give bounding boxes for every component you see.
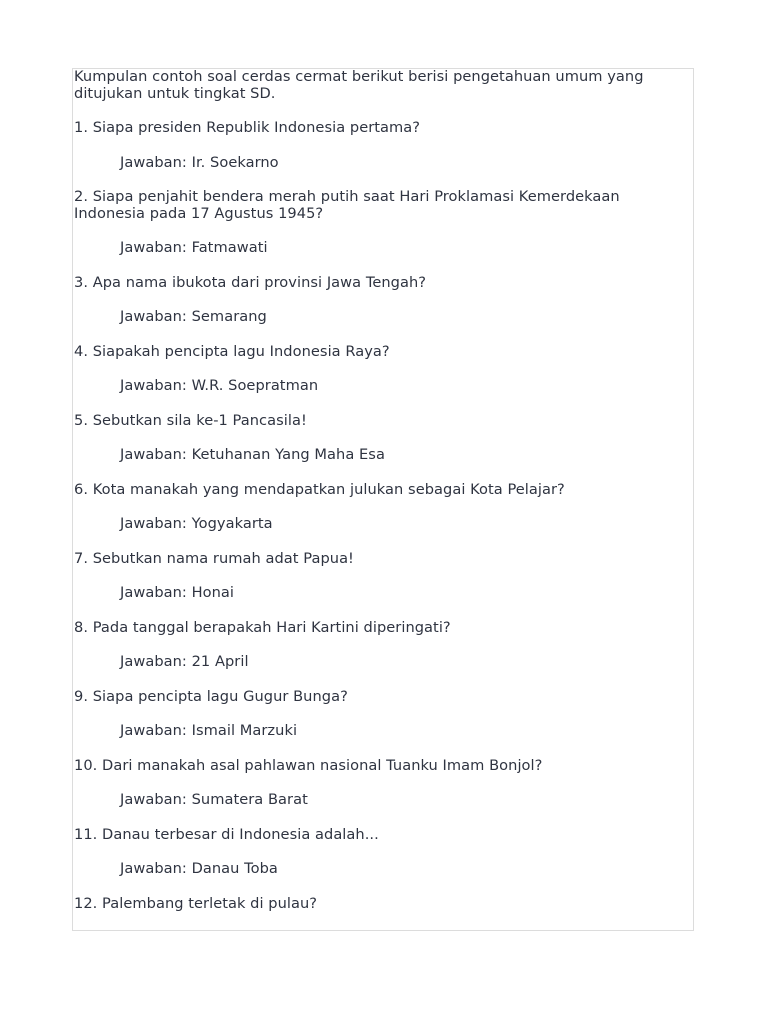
qa-item-10 — [74, 758, 692, 809]
answer-7: Jawaban: Honai — [120, 584, 234, 601]
question-9: 9. Siapa pencipta lagu Gugur Bunga? — [74, 687, 348, 705]
intro-paragraph: Kumpulan contoh soal cerdas cermat berikut berisi pengetahuan umum yang ditujukan untuk tingkat SD. — [74, 68, 644, 102]
qa-item-12 — [74, 896, 692, 913]
question-5: 5. Sebutkan sila ke-1 Pancasila! — [74, 411, 307, 429]
question-12: 12. Palembang terletak di pulau? — [74, 894, 318, 912]
question-11: 11. Danau terbesar di Indonesia adalah... — [74, 825, 379, 843]
qa-item-3 — [74, 275, 692, 326]
answer-2: Jawaban: Fatmawati — [120, 239, 268, 256]
qa-item-1 — [74, 120, 692, 171]
question-8: 8. Pada tanggal berapakah Hari Kartini diperingati? — [74, 618, 451, 636]
answer-1: Jawaban: Ir. Soekarno — [120, 153, 279, 171]
document-page — [72, 68, 694, 931]
qa-item-11 — [74, 827, 692, 878]
question-6: 6. Kota manakah yang mendapatkan julukan sebagai Kota Pelajar? — [74, 480, 565, 498]
answer-3: Jawaban: Semarang — [120, 308, 267, 325]
answer-4: Jawaban: W.R. Soepratman — [120, 377, 319, 394]
qa-item-7 — [74, 551, 692, 602]
qa-item-2 — [74, 189, 692, 257]
qa-item-6 — [74, 482, 692, 533]
question-10: 10. Dari manakah asal pahlawan nasional Tuanku Imam Bonjol? — [74, 756, 543, 774]
answer-5: Jawaban: Ketuhanan Yang Maha Esa — [120, 446, 385, 463]
qa-item-8 — [74, 620, 692, 671]
document-body — [74, 69, 692, 930]
answer-8: Jawaban: 21 April — [120, 653, 249, 670]
question-7: 7. Sebutkan nama rumah adat Papua! — [74, 549, 354, 567]
qa-item-5 — [74, 413, 692, 464]
answer-6: Jawaban: Yogyakarta — [120, 515, 273, 532]
answer-9: Jawaban: Ismail Marzuki — [120, 722, 298, 739]
qa-item-4 — [74, 344, 692, 395]
question-4: 4. Siapakah pencipta lagu Indonesia Raya? — [74, 342, 390, 360]
question-3: 3. Apa nama ibukota dari provinsi Jawa Tengah? — [74, 273, 427, 291]
qa-item-9 — [74, 689, 692, 740]
question-2: 2. Siapa penjahit bendera merah putih saat Hari Proklamasi Kemerdekaan Indonesia pada 17 Agustus 1945? — [74, 188, 620, 222]
question-1: 1. Siapa presiden Republik Indonesia pertama? — [74, 119, 421, 136]
answer-10: Jawaban: Sumatera Barat — [120, 791, 308, 808]
answer-11: Jawaban: Danau Toba — [120, 860, 278, 877]
